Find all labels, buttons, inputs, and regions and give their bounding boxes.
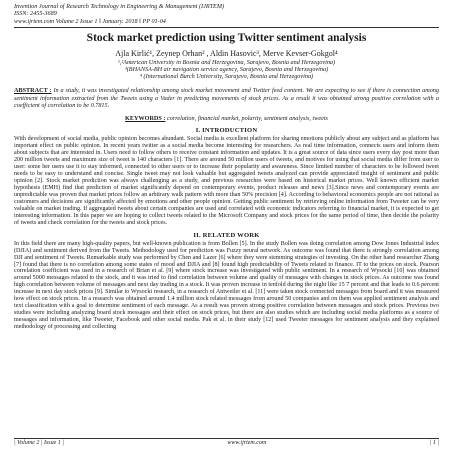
footer-volume: | Volume 2 | Issue 1 | [14, 440, 64, 446]
paper-title: Stock market prediction using Twitter sentiment analysis [86, 32, 367, 45]
affiliation-line: ³(BHANSA-BH air navigation service agency, Sarajevo, Bosnia and Herzegovina) [124, 65, 329, 73]
section-heading-introduction: I. INTRODUCTION [195, 127, 258, 135]
page-footer [14, 438, 439, 447]
journal-url-issue: www.ijrtem.com Volume 2 Issue 1 ǁ January. 2018 ǁ PP 01-04 [14, 17, 166, 25]
section-heading-related-work: II. RELATED WORK [193, 231, 260, 239]
abstract-label: ABSTRACT : [14, 87, 52, 95]
journal-issn: ISSN: 2455-3689 [14, 10, 57, 18]
abstract [14, 87, 439, 109]
section-body-introduction: With development of social media, public opinion becomes abundant. Social media is excellent platform for sharing emotions publicly about any subject and as platform has important effect on public opinion. In recent years twitter as a social media become interesting for researchers. As real time information, connects users and inform them about subjects that are interested in. Users need to follow others to receive constant information and updates. It is a great source of data since users every day post more than 200 million tweets and maximum size of tweet is 140 characters [1]. There are around 50 million users of tweets, and motives for using that social media differ from user to user: some her users use it to stay informed, connected to other users or to increase their popularity and awareness. Since limited number of characters to be followed tweet needs to be easy to understand and concise. Single tweet may not look valuable but aggregated tweets analyzed can provide appreciated insight of sentiment and public opinion [2]. Stock market prediction was always challenging as a study, and previous researches were based on historical market prices. Well known efficient market hypothesis (EMH) find that prediction of market significantly depend on contemporary events, product releases and news [3].Since news and contemporary events are unpredictable was proven that market prices follow an arbitrary walk pattern with more than 50% precision [4]. According to behavioral economics people are not rational as customers and decisions are significantly affected by emotions and other people opinion. Getting public sentiment by retrieving online information from Tweeter can be very valuable on market trading. If aggregated tweets about certain companies are used and correlated with economic indicators referring to financial market, it is expected to get interesting information. In this paper we are hoping to collect tweets related to the Microsoft Company and stock prices for the same period of time, then decide the polarity of tweets and check correlation for the tweets and stock prices. [14, 136, 439, 226]
keywords [14, 115, 439, 122]
footer-page-number: | 1 | [429, 440, 439, 446]
affiliation-line: ⁴ (International Burch University, Sarajevo, Bosnia and Herzegovina) [139, 72, 314, 80]
journal-name: Invention Journal of Research Technology in Engineering & Management (IJRTEM) [14, 3, 225, 10]
paper-authors: Ajla Kirlić¹, Zeynep Orhan² , Aldin Hasovic³, Merve Kevser-Gokgol⁴ [115, 49, 338, 59]
keywords-text: correlation, financial market, polarity, sentiment analysis, tweets [165, 115, 328, 123]
journal-header [14, 3, 439, 25]
affiliation-line: ¹,²American University in Bosnia and Herzegovina, Sarajevo, Bosnia and Herzegovina) [117, 58, 336, 66]
abstract-text: In a study, it was investigated relationship among stock market movement and Twitter feed content. We are expecting to see if there is connection among sentiment information extracted from the Tweets using a Vader in predicting movements of stock prices. As a result it was obtained strong positive correlation with a coefficient of correlation to be 0.7815. [14, 87, 439, 109]
header-rule [14, 27, 439, 28]
footer-url: www.ijrtem.com [227, 440, 267, 446]
section-body-related-work: In this field there are many high-quality papers, but well-known publication is from Bollen [5]. In the study Bollen was doing correlation among Dow Jones Industrial index (DJIA) and sentiment derived from the Tweets. Methodology used for prediction was Fuzzy neural network. As outcome was found that there is strongly correlation among DJI and sentiment of Tweets. Remarkable study was performed by Chen and Lazer [6] where they were stemming strategies of investing. On the other hand researcher Zhang [7] found that there is no correlation among some states of mood and DJIA and [8] found high predictability of Tweets related to finance. IT to the prices on stock. Pearson correlation coefficient was used in a research of Brian et al. [9] where stock increase was investigated with public sentiment. In a research of Wysocki [10] was obtained around 5000 messages related to the stock, and it was tried to find correlation between volume and quality of messages with changes in stock prices. As outcome was found high correlation between volume of messages and next day trading in a stock. It was proven increase in tenfold during the night like 15 7 percent and that leads to 0.6 percent increase in next day stock prices [9]. Similar to Wysocki research, in a research of Antweiler et al. [11] were taken stock connected messages from board and it was measured how effect on stock prices. In a research was obtained around 1.4 million stock related messages from around 50 companies and on them was applied sentiment analysis and text classification with a goal to determine sentiment of each message. As a result was proven strong positive correlation between messages and stock prices. Previous two studies were including analyzing board stock messages and their effect on stock prices, but there are also studies which are including social media platforms as a source of messages and information, like Tweeter, Facebook and other social media. Pak et al. in their study [12] used Tweeter messages for sentiment analysis and they explained methodology of processing and collecting [14, 240, 439, 331]
affiliations [14, 60, 439, 81]
keywords-label: KEYWORDS : [125, 115, 166, 123]
